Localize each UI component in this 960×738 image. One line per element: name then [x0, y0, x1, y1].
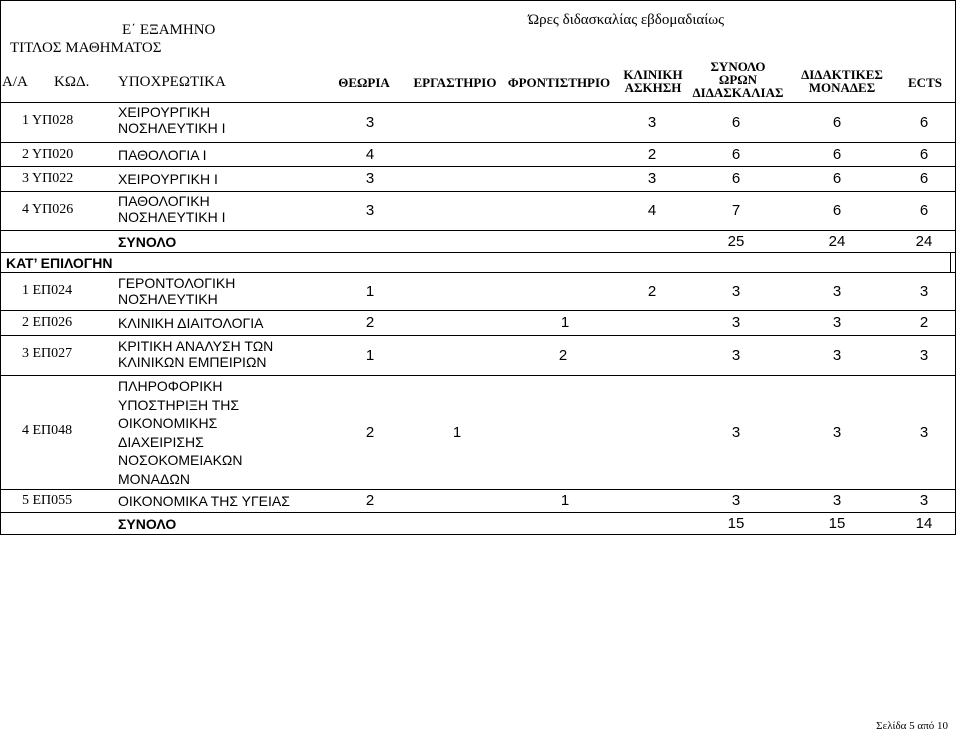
- row-theory: 2: [365, 492, 375, 509]
- row-units: 3: [832, 492, 842, 509]
- total-hours: 25: [727, 233, 745, 250]
- row-aa: 5: [22, 493, 29, 508]
- col-lab: ΕΡΓΑΣΤΗΡΙΟ: [413, 75, 497, 90]
- row-theory: 4: [365, 146, 375, 163]
- elective-heading: ΚΑΤ’ ΕΠΙΛΟΓΗΝ: [6, 255, 113, 271]
- row-units: 3: [832, 314, 842, 331]
- row-title: ΠΛΗΡΟΦΟΡΙΚΗ ΥΠΟΣΤΗΡΙΞΗ ΤΗΣ ΟΙΚΟΝΟΜΙΚΗΣ ΔΙΑΧΕΙΡΙΣΗΣ ΝΟΣΟΚΟΜΕΙΑΚΩΝ ΜΟΝΑΔΩΝ: [118, 378, 243, 487]
- row-title: ΠΑΘΟΛΟΓΙΚΗ ΝΟΣΗΛΕΥΤΙΚΗ Ι: [118, 193, 226, 225]
- row-aa: 3: [22, 346, 29, 361]
- col-compulsory: ΥΠΟΧΡΕΩΤΙΚΑ: [118, 74, 226, 90]
- row-code: ΕΠ048: [32, 423, 73, 438]
- row-aa: 2: [22, 147, 29, 162]
- total-label: ΣΥΝΟΛΟ: [118, 234, 177, 250]
- row-total: 3: [731, 347, 741, 364]
- course-title-label: ΤΙΤΛΟΣ ΜΑΘΗΜΑΤΟΣ: [10, 40, 162, 56]
- row-units: 6: [832, 114, 842, 131]
- row-code: ΥΠ026: [31, 202, 74, 217]
- row-ects: 6: [919, 202, 929, 219]
- row-theory: 3: [365, 170, 375, 187]
- col-aa: Α/Α: [2, 74, 28, 90]
- row-clinical: 3: [647, 114, 657, 131]
- row-total: 3: [731, 492, 741, 509]
- row-ects: 3: [919, 424, 929, 441]
- row-total: 6: [731, 170, 741, 187]
- row-code: ΕΠ027: [32, 346, 73, 361]
- row-clinical: 2: [647, 146, 657, 163]
- row-ects: 6: [919, 114, 929, 131]
- row-theory: 1: [365, 283, 375, 300]
- row-title: ΧΕΙΡΟΥΡΓΙΚΗ Ι: [118, 171, 218, 187]
- row-code: ΥΠ028: [31, 113, 74, 128]
- row-title: ΓΕΡΟΝΤΟΛΟΓΙΚΗ ΝΟΣΗΛΕΥΤΙΚΗ: [118, 275, 236, 307]
- total-ects: 24: [915, 233, 933, 250]
- row-code: ΕΠ026: [32, 315, 73, 330]
- row-clinical: 4: [647, 202, 657, 219]
- row-theory: 3: [365, 114, 375, 131]
- row-title: ΟΙΚΟΝΟΜΙΚΑ ΤΗΣ ΥΓΕΙΑΣ: [118, 493, 290, 509]
- row-ects: 2: [919, 314, 929, 331]
- row-theory: 2: [365, 424, 375, 441]
- total-units: 24: [828, 233, 846, 250]
- weekly-hours-label: Ώρες διδασκαλίας εβδομαδιαίως: [528, 12, 725, 28]
- row-units: 3: [832, 424, 842, 441]
- row-aa: 2: [22, 315, 29, 330]
- row-total: 6: [731, 114, 741, 131]
- row-aa: 1: [22, 283, 29, 298]
- row-ects: 3: [919, 492, 929, 509]
- col-clinical: ΚΛΙΝΙΚΗ ΑΣΚΗΣΗ: [623, 67, 683, 95]
- row-total: 3: [731, 283, 741, 300]
- page-number: Σελίδα 5 από 10: [876, 720, 948, 732]
- row-aa: 3: [22, 171, 29, 186]
- row-code: ΥΠ020: [31, 147, 74, 162]
- row-units: 3: [832, 283, 842, 300]
- total-label: ΣΥΝΟΛΟ: [118, 516, 177, 532]
- col-theory: ΘΕΩΡΙΑ: [338, 75, 390, 90]
- col-ects: ECTS: [908, 75, 942, 90]
- total-hours: 15: [727, 515, 745, 532]
- total-ects: 14: [915, 515, 933, 532]
- row-units: 6: [832, 202, 842, 219]
- row-title: ΚΡΙΤΙΚΗ ΑΝΑΛΥΣΗ ΤΩΝ ΚΛΙΝΙΚΩΝ ΕΜΠΕΙΡΙΩΝ: [118, 338, 274, 370]
- row-title: ΚΛΙΝΙΚΗ ΔΙΑΙΤΟΛΟΓΙΑ: [118, 315, 264, 331]
- row-code: ΕΠ055: [32, 493, 73, 508]
- col-tutorial: ΦΡΟΝΤΙΣΤΗΡΙΟ: [507, 75, 611, 90]
- row-title: ΧΕΙΡΟΥΡΓΙΚΗ ΝΟΣΗΛΕΥΤΙΚΗ Ι: [118, 104, 226, 136]
- row-aa: 4: [22, 423, 29, 438]
- row-clinical: 2: [647, 283, 657, 300]
- row-lab: 1: [560, 314, 570, 331]
- row-aa: 1: [22, 113, 29, 128]
- semester-label: Ε΄ ΕΞΑΜΗΝΟ: [122, 22, 216, 38]
- row-ects: 6: [919, 146, 929, 163]
- col-total-hours: ΣΥΝΟΛΟ ΩΡΩΝ ΔΙΔΑΣΚΑΛΙΑΣ: [692, 59, 784, 100]
- row-theory: 3: [365, 202, 375, 219]
- row-total: 3: [731, 424, 741, 441]
- row-units: 3: [832, 347, 842, 364]
- row-total: 6: [731, 146, 741, 163]
- row-ects: 6: [919, 170, 929, 187]
- row-aa: 4: [22, 202, 29, 217]
- row-theory: 1: [365, 347, 375, 364]
- row-title: ΠΑΘΟΛΟΓΙΑ Ι: [118, 147, 207, 163]
- row-code: ΕΠ024: [32, 283, 73, 298]
- row-units: 6: [832, 170, 842, 187]
- col-units: ΔΙΔΑΚΤΙΚΕΣ ΜΟΝΑΔΕΣ: [801, 67, 883, 95]
- total-units: 15: [828, 515, 846, 532]
- row-total: 3: [731, 314, 741, 331]
- row-lab: 1: [452, 424, 462, 441]
- row-units: 6: [832, 146, 842, 163]
- row-lab: 1: [560, 492, 570, 509]
- col-code: ΚΩΔ.: [54, 74, 90, 90]
- row-ects: 3: [919, 283, 929, 300]
- row-total: 7: [731, 202, 741, 219]
- row-clinical: 2: [558, 347, 568, 364]
- row-clinical: 3: [647, 170, 657, 187]
- row-ects: 3: [919, 347, 929, 364]
- row-theory: 2: [365, 314, 375, 331]
- row-code: ΥΠ022: [31, 171, 74, 186]
